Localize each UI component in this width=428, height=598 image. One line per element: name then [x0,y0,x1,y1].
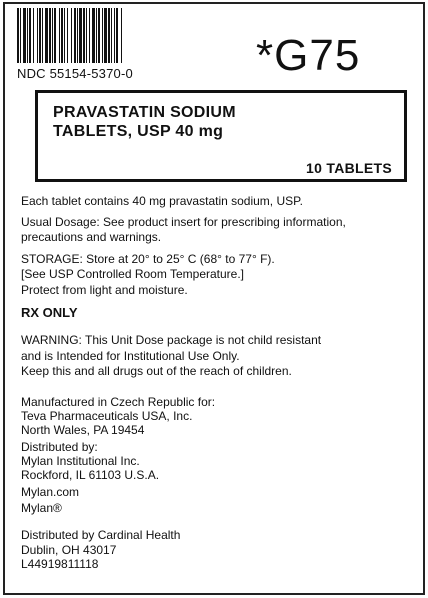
dosage-line1: Usual Dosage: See product insert for prescribing information, [21,215,346,229]
dosage-line2: precautions and warnings. [21,230,162,244]
manufacturer-line2: Teva Pharmaceuticals USA, Inc. [21,409,193,423]
product-name-line1: PRAVASTATIN SODIUM [53,104,236,121]
distributor-line3: Rockford, IL 61103 U.S.A. [21,468,160,482]
storage-line2: [See USP Controlled Room Temperature.] [21,267,245,281]
manufacturer-line3: North Wales, PA 19454 [21,423,145,437]
ndc-number: NDC 55154-5370-0 [17,66,133,81]
barcode [17,8,152,63]
distributor-line1: Distributed by: [21,440,98,454]
storage-line3: Protect from light and moisture. [21,283,188,297]
cardinal-line2: Dublin, OH 43017 [21,543,117,557]
warning-line2: and is Intended for Institutional Use Only. [21,349,240,363]
manufacturer-line1: Manufactured in Czech Republic for: [21,395,216,409]
lot-code: L44919811118 [21,557,99,571]
warning-line3: Keep this and all drugs out of the reach of children. [21,364,292,378]
barcode-bar [122,8,123,63]
each-tablet-text: Each tablet contains 40 mg pravastatin sodium, USP. [21,194,303,208]
mylan-trademark: Mylan® [21,501,62,515]
tablet-count: 10 TABLETS [306,160,392,176]
warning-line1: WARNING: This Unit Dose package is not child resistant [21,333,322,347]
rx-only: RX ONLY [21,305,78,320]
product-name-box [35,90,407,182]
storage-line1: STORAGE: Store at 20° to 25° C (68° to 77° F). [21,252,275,266]
distributor-line2: Mylan Institutional Inc. [21,454,140,468]
product-name-line2: TABLETS, USP 40 mg [53,123,224,140]
mylan-website: Mylan.com [21,485,80,499]
cardinal-line1: Distributed by Cardinal Health [21,528,181,542]
package-code: *G75 [256,31,361,80]
